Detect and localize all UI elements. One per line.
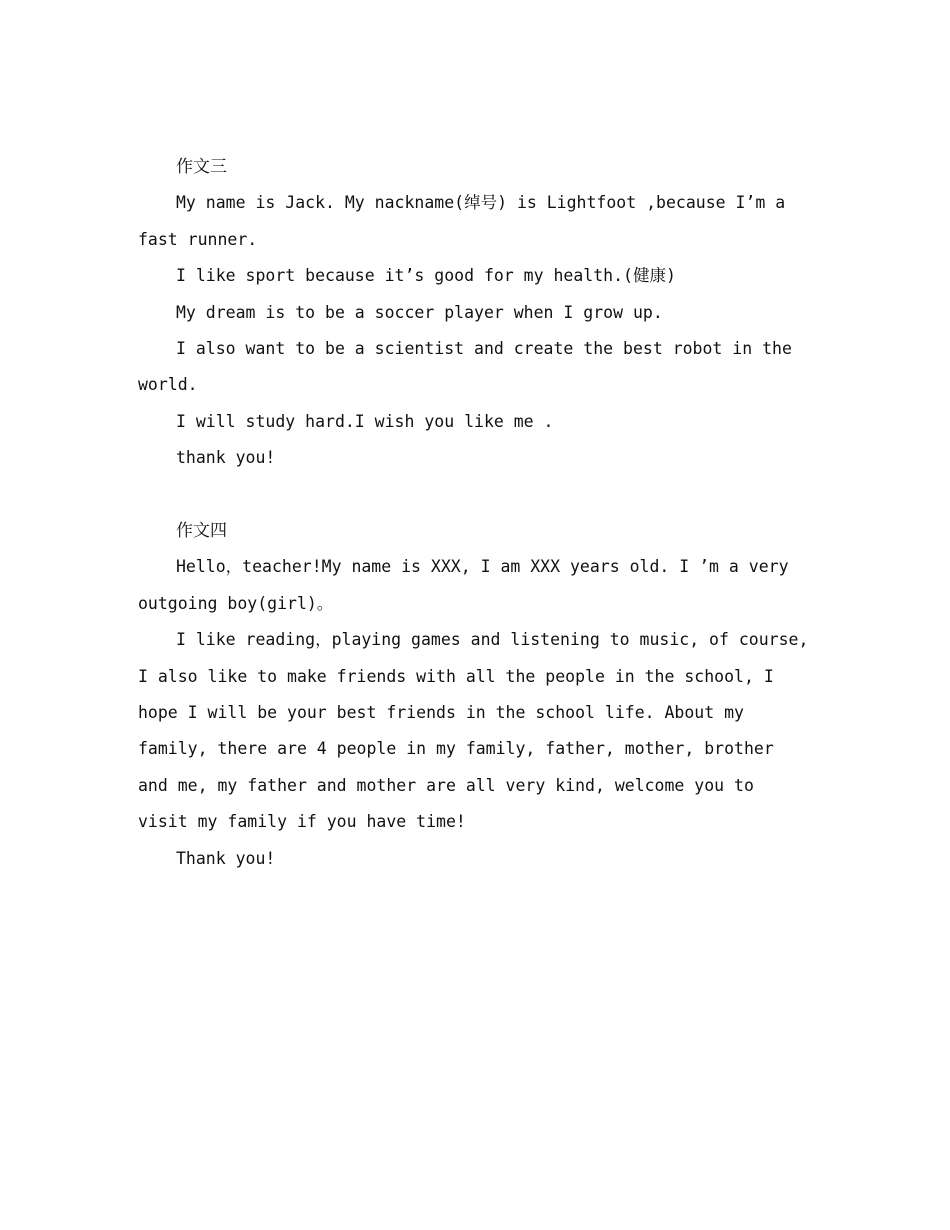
essay-four-paragraph-1: Hello，teacher!My name is XXX, I am XXX years old. I ’m a very outgoing boy(girl)。	[138, 557, 789, 613]
essay-three-title: 作文三	[176, 157, 227, 177]
essay-four-paragraph-3: Thank you!	[176, 848, 276, 868]
essay-three-paragraph-5: I will study hard.I wish you like me .	[176, 411, 554, 431]
essay-three-paragraph-2: I like sport because it’s good for my health.(健康)	[176, 266, 676, 286]
document-body	[138, 149, 813, 877]
essay-three-paragraph-4: I also want to be a scientist and create the best robot in the world.	[138, 339, 792, 395]
essay-three	[138, 149, 813, 477]
essay-three-paragraph-1: My name is Jack. My nackname(绰号) is Lightfoot ,because I’m a fast runner.	[138, 193, 786, 249]
section-spacer	[138, 477, 813, 513]
essay-three-paragraph-6: thank you!	[176, 448, 276, 468]
essay-three-paragraph-3: My dream is to be a soccer player when I grow up.	[176, 302, 663, 322]
essay-four-title: 作文四	[176, 521, 227, 542]
essay-four	[138, 513, 813, 877]
essay-four-paragraph-2: I like reading，playing games and listening to music, of course, I also like to make friends with all the people in the school, I hope I will be your best friends in the school life. About my family, there are 4 people in my family, father, mother, brother and me, my father and mother are all very kind, welcome you to visit my family if you have time!	[138, 630, 809, 832]
